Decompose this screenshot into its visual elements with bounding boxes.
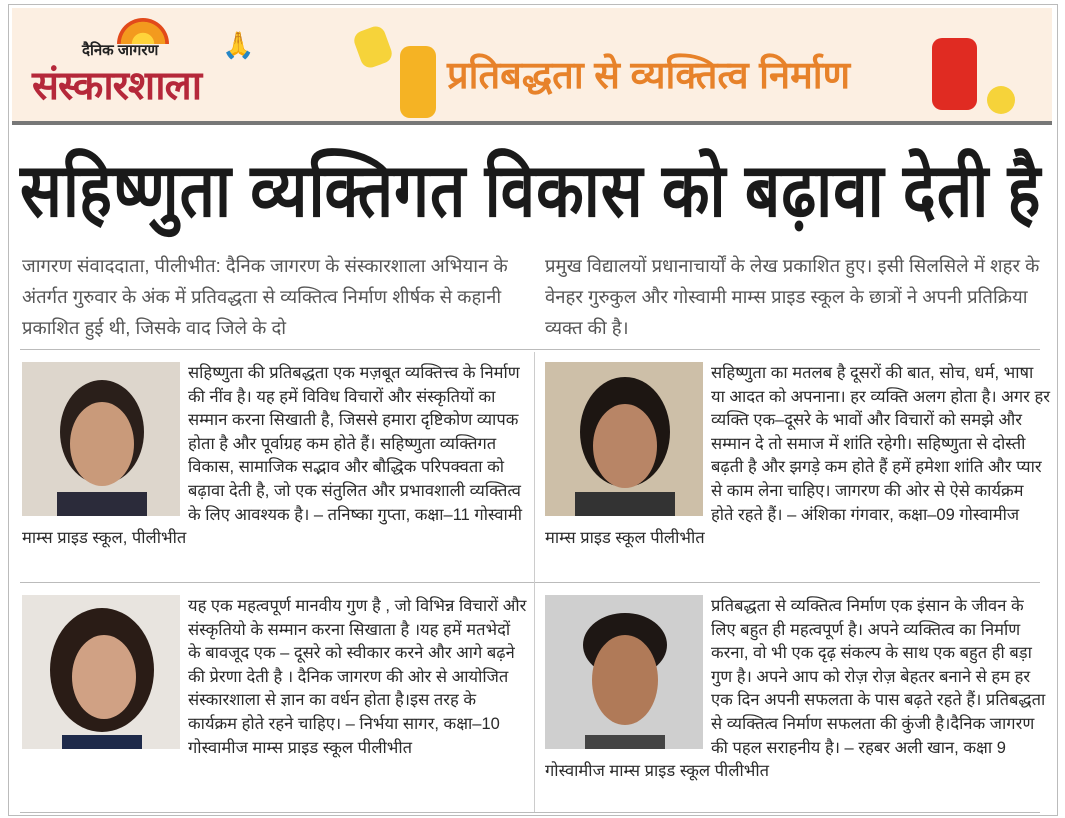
red-mascot-icon (932, 38, 977, 110)
newspaper-name: दैनिक जागरण (82, 42, 159, 59)
tagline: प्रतिबद्धता से व्यक्तित्व निर्माण (447, 55, 851, 97)
student-photo (545, 595, 703, 749)
divider (20, 582, 1040, 583)
response-text: सहिष्णुता की प्रतिबद्धता एक मज़बूत व्यक्तित्त्व के निर्माण की नींव है। यह हमें विविध विचारों और संस्कृतियों का सम्मान करना सिखाती है, जिससे हमारा दृष्टिकोण व्यापक होता है और पूर्वाग्रह कम होते हैं। सहिष्णुता व्यक्तिगत विकास, सामाजिक सद्भाव और बौद्धिक परिपक्वता को बढ़ावा देती है, जो एक संतुलित और प्रभावशाली व्यक्तित्व के लिए आवश्यक है। – तनिष्का गुप्ता, कक्षा–11 गोस्वामी माम्स प्राइड स्कूल, पीलीभीत (22, 364, 522, 548)
small-face-icon (987, 86, 1015, 114)
response-text: सहिष्णुता का मतलब है दूसरों की बात, सोच, धर्म, भाषा या आदत को अपनाना। हर व्यक्ति अलग होता है। अगर हर व्यक्ति एक–दूसरे के भावों और विचारों को समझे और सम्मान दे तो समाज में शांति रहेगी। सहिष्णुता से दोस्ती बढ़ती है और झगड़े कम होते हैं हमें हमेशा शांति और प्यार से काम लेना चाहिए। जागरण की ओर से ऐसे कार्यक्रम होते रहते हैं। – अंशिका गंगवार, कक्षा–09 गोस्वामीज माम्स प्राइड स्कूल पीलीभीत (545, 364, 1050, 548)
sanskarshala-logo (32, 16, 292, 121)
response-text: प्रतिबद्धता से व्यक्तित्व निर्माण एक इंसान के जीवन के लिए बहुत ही महत्वपूर्ण है। अपने व्यक्तित्व का निर्माण करना, वो भी एक दृढ़ संकल्प के साथ एक बहुत ही बड़ा गुण है। अपने आप को रोज़ रोज़ बेहतर बनाने से हम हर एक दिन अपनी सफलता के पास बढ़ते रहते हैं। प्रतिबद्धता से व्यक्तित्व निर्माण सफलता की कुंजी है।दैनिक जागरण की पहल सराहनीय है। – रहबर अली खान, कक्षा 9 गोस्वामीज माम्स प्राइड स्कूल पीलीभीत (545, 597, 1046, 781)
student-response (545, 362, 1050, 551)
intro-right: प्रमुख विद्यालयों प्रधानाचार्यों के लेख प्रकाशित हुए। इसी सिलसिले में शहर के वेनहर गुरुकुल और गोस्वामी माम्स प्राइड स्कूल के छात्रों ने अपनी प्रतिक्रिया व्यक्त की है। (545, 255, 1040, 338)
intro-left: जागरण संवाददाता, पीलीभीत: दैनिक जागरण के संस्कारशाला अभियान के अंतर्गत गुरुवार के अंक में प्रतिवद्धता से व्यक्तित्व निर्माण शीर्षक से कहानी प्रकाशित हुई थी, जिसके वाद जिले के दो (22, 255, 508, 338)
divider (20, 349, 1040, 350)
orange-mascot-icon (400, 46, 436, 118)
yellow-face-icon (351, 24, 394, 71)
student-photo (545, 362, 703, 516)
student-response (22, 595, 527, 760)
namaste-hands-icon: 🙏 (222, 30, 255, 60)
column-divider (534, 352, 535, 812)
masthead (12, 8, 1052, 125)
divider (20, 812, 1040, 813)
brand-name: संस्कारशाला (32, 64, 202, 108)
response-text: यह एक महत्वपूर्ण मानवीय गुण है , जो विभिन्न विचारों और संस्कृतियो के सम्मान करना सिखाता है ।यह हमें मतभेदों के बावजूद एक – दूसरे को स्वीकार करने और आगे बढ़ने की प्रेरणा देती है । दैनिक जागरण की ओर से आयोजित संस्कारशाला से ज्ञान का वर्धन होता है।इस तरह के कार्यक्रम होते रहने चाहिए। – निर्भया सागर, कक्षा–10 गोस्वामीज माम्स प्राइड स्कूल पीलीभीत (188, 597, 527, 757)
student-response (22, 362, 527, 551)
student-response (545, 595, 1050, 784)
headline: सहिष्णुता व्यक्तिगत विकास को बढ़ावा देती है (20, 150, 1042, 233)
student-photo (22, 362, 180, 516)
student-photo (22, 595, 180, 749)
